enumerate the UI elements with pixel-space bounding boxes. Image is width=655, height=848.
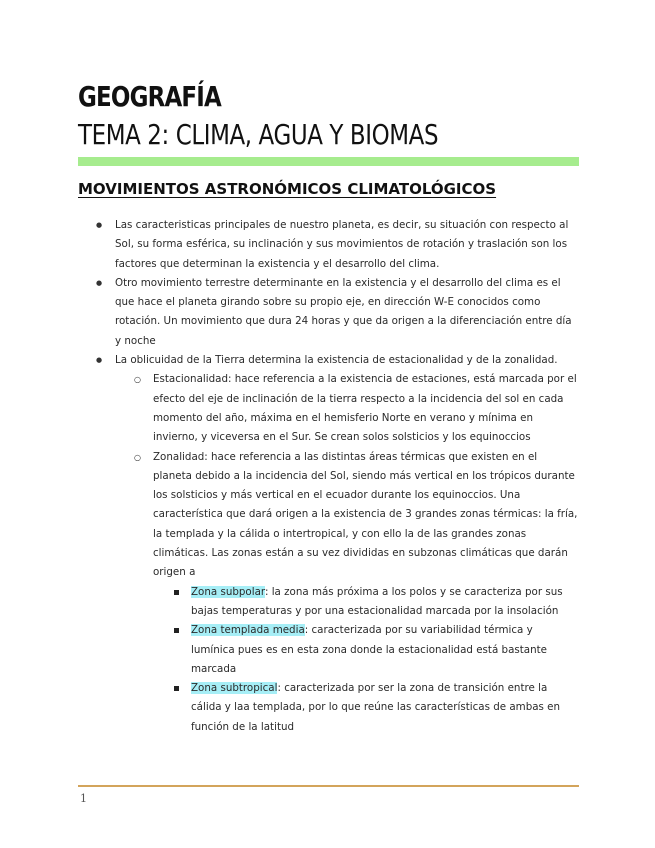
- bullet-item: [96, 216, 579, 274]
- zone-item: [172, 679, 579, 737]
- sub-bullet-item: [134, 370, 579, 447]
- bullet-text: Otro movimiento terrestre determinante en la existencia y el desarrollo del clima es el que hace el planeta girando sobre su propio eje, en dirección W-E conocidos como rotación. Un movimiento que dura 24 horas y que da origen a la diferenciación entre día y noche: [115, 276, 572, 347]
- zone-item: [172, 621, 579, 679]
- document-body: [96, 216, 579, 737]
- zone-label-highlight: Zona subtropical: [191, 682, 278, 695]
- zone-label-highlight: Zona templada media: [191, 624, 305, 637]
- sub-bullet-text: Estacionalidad: hace referencia a la existencia de estaciones, está marcada por el efecto del eje de inclinación de la tierra respecto a la incidencia del sol en cada momento del año, máxima en el hemisferio Norte en verano y mínima en invierno, y viceversa en el Sur. Se crean solos solsticios y los equinoccios: [153, 373, 577, 444]
- zone-list: [172, 583, 579, 737]
- sub-bullet-item: [134, 448, 579, 737]
- title-divider: [78, 157, 579, 166]
- zone-description: : caracterizada por su variabilidad térmica y lumínica pues es en esta zona donde la estacionalidad está bastante marcada: [191, 624, 547, 675]
- sub-bullet-list: [134, 370, 579, 737]
- zone-description: : caracterizada por ser la zona de transición entre la cálida y laa templada, por lo que reúne las características de ambas en función de la latitud: [191, 682, 561, 733]
- zone-description: : la zona más próxima a los polos y se caracteriza por sus bajas temperaturas y por una estacionalidad marcada por la insolación: [191, 585, 563, 617]
- bullet-list: [96, 216, 579, 737]
- document-title: GEOGRAFÍA: [78, 80, 221, 113]
- bullet-text: Las caracteristicas principales de nuestro planeta, es decir, su situación con respecto al Sol, su forma esférica, su inclinación y sus movimientos de rotación y traslación son los factores que determinan la existencia y el desarrollo del clima.: [115, 219, 569, 270]
- section-heading: MOVIMIENTOS ASTRONÓMICOS CLIMATOLÓGICOS: [78, 180, 497, 198]
- zone-label-highlight: Zona subpolar: [191, 585, 265, 598]
- page-number: 1: [80, 792, 87, 805]
- footer-divider: [78, 785, 579, 787]
- document-subtitle: TEMA 2: CLIMA, AGUA Y BIOMAS: [78, 118, 439, 151]
- bullet-item: [96, 274, 579, 351]
- bullet-text: La oblicuidad de la Tierra determina la existencia de estacionalidad y de la zonalidad.: [115, 354, 558, 367]
- sub-bullet-text: Zonalidad: hace referencia a las distintas áreas térmicas que existen en el planeta debido a la incidencia del Sol, siendo más vertical en los trópicos durante los solsticios y más vertical en el ecuador durante los equinoccios. Una característica que dará origen a la existencia de 3 grandes zonas térmicas: la fría, la templada y la cálida o intertropical, y con ello la de las grandes zonas climáticas. Las zonas están a su vez divididas en subzonas climáticas que darán origen a: [153, 450, 578, 579]
- zone-item: [172, 583, 579, 622]
- bullet-item: [96, 351, 579, 737]
